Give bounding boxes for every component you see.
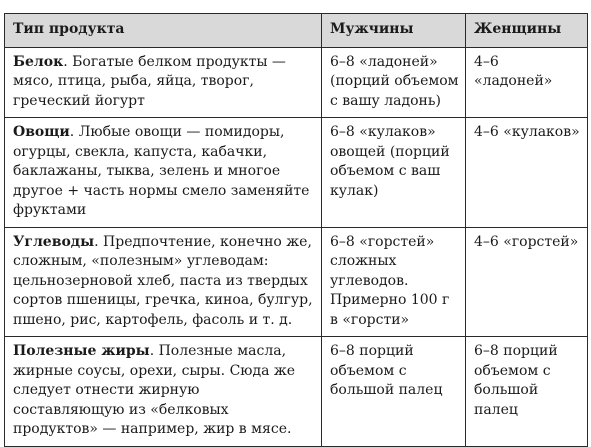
men-portion-cell: 6–8 «горстей» сложных углеводов. Примерно 100 г в «горсти» [322, 227, 466, 337]
table-row [5, 47, 588, 118]
product-cell [5, 227, 322, 337]
header-men: Мужчины [322, 14, 466, 48]
header-product-type: Тип продукта [5, 14, 322, 48]
table-body [5, 47, 588, 446]
product-cell [5, 47, 322, 118]
product-name: Белок [13, 53, 64, 70]
men-portion-cell: 6–8 порций объемом с большой палец [322, 337, 466, 447]
product-name: Углеводы [13, 233, 95, 250]
product-description: . Любые овощи — помидоры, огурцы, свекла, капуста, кабачки, баклажаны, тыква, зелень и многое другое + часть нормы смело заменяйте фруктами [13, 124, 310, 218]
header-women: Женщины [466, 14, 588, 48]
table-row [5, 118, 588, 228]
product-description: . Богатые белком продукты — мясо, птица, рыба, яйца, творог, греческий йогурт [13, 53, 286, 109]
men-portion-cell: 6–8 «кулаков» овощей (порций объемом с ваш кулак) [322, 118, 466, 228]
header-row [5, 14, 588, 48]
product-cell [5, 337, 322, 447]
product-name: Полезные жиры [13, 343, 150, 359]
table-row [5, 337, 588, 447]
table-row [5, 227, 588, 337]
women-portion-cell: 4–6 «горстей» [466, 227, 588, 337]
women-portion-cell: 4–6 «кулаков» [466, 118, 588, 228]
nutrition-table [4, 13, 588, 447]
product-description: . Полезные масла, жирные соусы, орехи, сыры. Сюда же следует отнести жирную составляющую из «белковых продуктов» — например, жир в мясе. [13, 343, 296, 437]
women-portion-cell: 4–6 «ладоней» [466, 47, 588, 118]
women-portion-cell: 6–8 порций объемом с большой палец [466, 337, 588, 447]
product-name: Овощи [13, 124, 70, 140]
table-header [5, 14, 588, 48]
product-description: . Предпочтение, конечно же, сложным, «полезным» углеводам: цельнозерновой хлеб, паста из твердых сортов пшеницы, гречка, киноа, булгур, пшено, рис, картофель, фасоль и т. д. [13, 233, 313, 328]
men-portion-cell: 6–8 «ладоней» (порций объемом с вашу ладонь) [322, 47, 466, 118]
product-cell [5, 118, 322, 228]
